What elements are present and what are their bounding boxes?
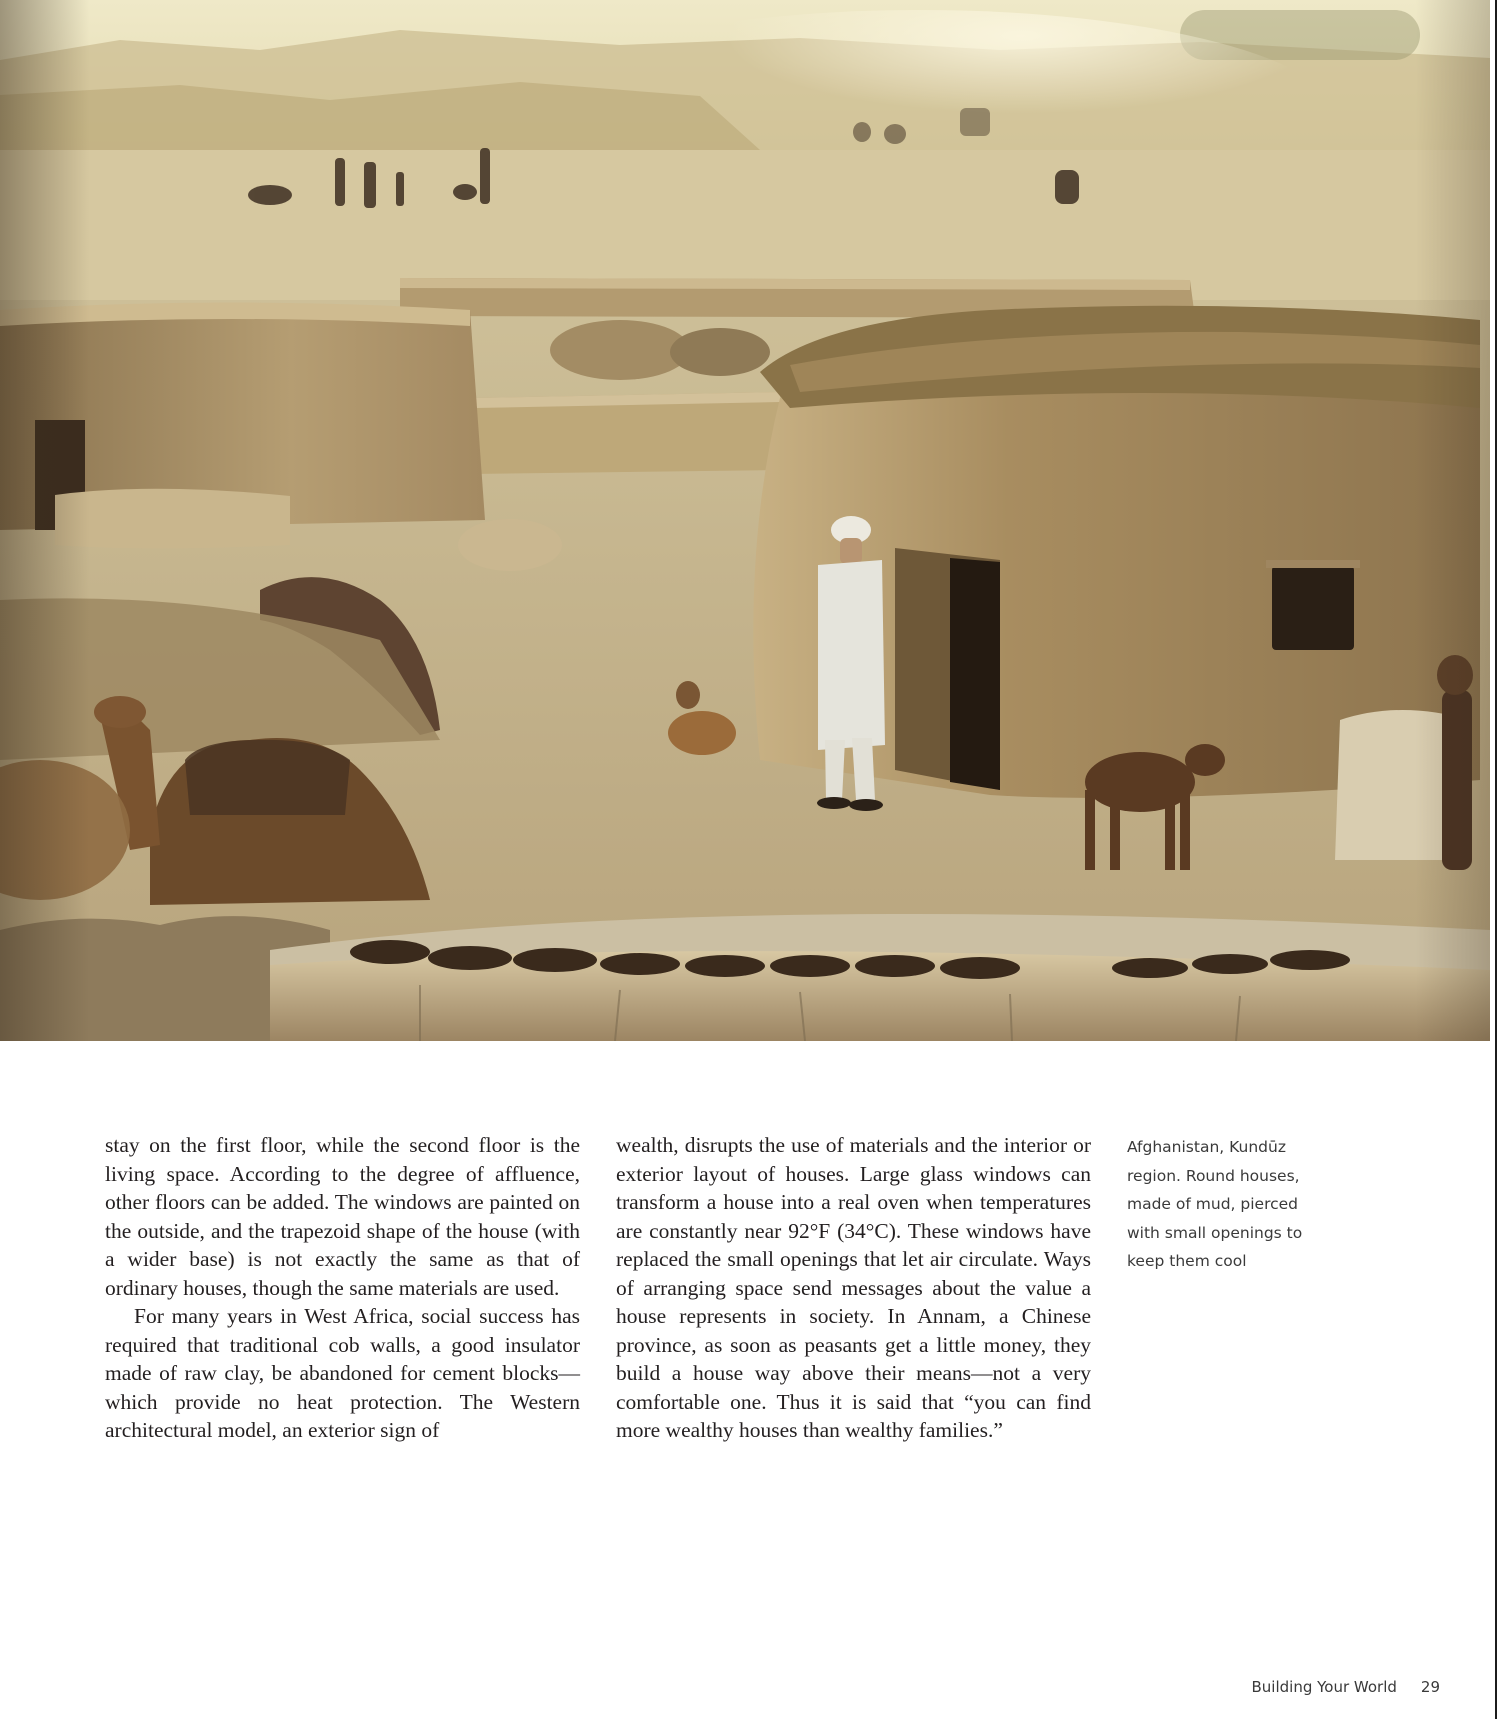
col1-paragraph-1: stay on the first floor, while the second floor is the living space. According to the degree of affluence, other floors can be added. The windows are painted on the outside, and the trapezoid shape of the house (with a wider base) is not exactly the same as that of ordinary houses, though the same materials are used. — [105, 1133, 580, 1300]
page-number: 29 — [1420, 1678, 1440, 1696]
caption-line: region. Round houses, — [1127, 1166, 1300, 1185]
body-text-column-2 — [616, 1131, 1091, 1445]
running-title: Building Your World — [1251, 1678, 1397, 1696]
body-text-column-1 — [105, 1131, 580, 1445]
page-footer — [1252, 1678, 1441, 1696]
page-edge-line — [1495, 0, 1497, 1719]
caption-line: keep them cool — [1127, 1252, 1247, 1270]
photo-caption — [1127, 1133, 1337, 1276]
col1-paragraph-2: For many years in West Africa, social success has required that traditional cob walls, a good insulator made of raw clay, be abandoned for cement blocks—which provide no heat protection. The Western architectural model, an exterior sign of — [105, 1304, 580, 1442]
caption-line: with small openings to — [1127, 1223, 1303, 1242]
caption-line: made of mud, pierced — [1127, 1195, 1298, 1213]
caption-line: Afghanistan, Kundūz — [1127, 1138, 1286, 1156]
col2-paragraph-1: wealth, disrupts the use of materials and the interior or exterior layout of houses. Large glass windows can transform a house into a real oven when temperatures are constantly near 92°F (34°C). These windows have replaced the small openings that let air circulate. Ways of arranging space send messages about the value a house represents in society. In Annam, a Chinese province, as soon as peasants get a little money, they build a house way above their means—not a very comfortable one. Thus it is said that “you can find more wealthy houses than wealthy families.” — [616, 1133, 1091, 1442]
